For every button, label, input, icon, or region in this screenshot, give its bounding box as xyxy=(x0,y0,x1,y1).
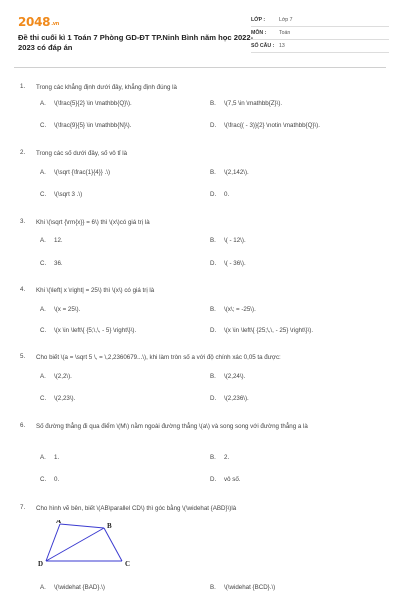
option-label: D. xyxy=(210,327,217,334)
option-text: \(\widehat {BCD}.\) xyxy=(224,584,276,591)
segment-bc xyxy=(104,528,122,561)
site-logo[interactable] xyxy=(18,15,59,29)
option-label: A. xyxy=(40,306,46,313)
question-text: Cho hình vẽ bên, biết \(AB\parallel CD\) thì góc bằng \(\widehat {ABD}\)là xyxy=(36,505,237,512)
option-text: \( - 36\). xyxy=(224,260,246,267)
option-text: \(x \in \left\{ {25;\,\, - 25} \right\}\). xyxy=(224,327,314,334)
option-label: D. xyxy=(210,191,217,198)
question-number: 7. xyxy=(20,504,26,511)
exam-info-table xyxy=(251,14,389,53)
point-label-d: D xyxy=(38,560,44,568)
segment-ab xyxy=(60,524,104,528)
info-key: LỚP : xyxy=(251,17,266,23)
option-b[interactable] xyxy=(210,306,256,313)
option-label: C. xyxy=(40,476,47,483)
option-text: \(2,2\). xyxy=(54,373,72,380)
option-c[interactable] xyxy=(40,260,63,267)
option-label: A. xyxy=(40,373,46,380)
option-label: B. xyxy=(210,306,216,313)
option-b[interactable] xyxy=(210,584,275,591)
option-label: B. xyxy=(210,584,216,591)
option-text: \(2,23\). xyxy=(54,395,76,402)
option-label: A. xyxy=(40,237,46,244)
option-b[interactable] xyxy=(210,373,245,380)
info-key: MÔN : xyxy=(251,30,267,36)
question-number: 5. xyxy=(20,353,26,360)
question-number: 3. xyxy=(20,218,26,225)
option-text: \(2,142\). xyxy=(224,169,249,176)
option-b[interactable] xyxy=(210,100,282,107)
option-text: \(2,236\). xyxy=(224,395,249,402)
option-c[interactable] xyxy=(40,122,131,129)
question-number: 1. xyxy=(20,83,26,90)
option-text: 1. xyxy=(54,454,60,461)
point-label-b: B xyxy=(107,522,112,530)
question-text: Trong các số dưới đây, số vô tỉ là xyxy=(36,150,128,157)
option-label: A. xyxy=(40,169,46,176)
option-label: B. xyxy=(210,373,216,380)
option-label: C. xyxy=(40,122,47,129)
option-label: C. xyxy=(40,260,47,267)
option-text: \(\sqrt {\frac{1}{4}} .\) xyxy=(54,169,111,176)
option-d[interactable] xyxy=(210,191,229,198)
header-divider xyxy=(14,67,386,68)
option-a[interactable] xyxy=(40,454,59,461)
page-title: Đề thi cuối kì 1 Toán 7 Phòng GD-ĐT TP.Ninh Bình năm học 2022-2023 có đáp án xyxy=(18,33,254,52)
option-b[interactable] xyxy=(210,454,229,461)
info-value: Toán xyxy=(279,30,291,36)
option-label: C. xyxy=(40,191,47,198)
segment-bd xyxy=(46,528,104,561)
option-a[interactable] xyxy=(40,237,63,244)
question-text: Cho biết \(a = \sqrt 5 \, = \,2,2360679...\), khi làm tròn số a với độ chính xác 0,05 ta được: xyxy=(36,354,281,361)
option-label: C. xyxy=(40,327,47,334)
option-c[interactable] xyxy=(40,476,59,483)
option-b[interactable] xyxy=(210,237,246,244)
option-text: \(x\; = -25\). xyxy=(224,306,256,313)
option-text: 36. xyxy=(54,260,63,267)
page-header xyxy=(18,12,388,62)
option-text: \(\frac{5}{2} \in \mathbb{Q}\). xyxy=(54,100,132,107)
info-key: SỐ CÂU : xyxy=(251,43,275,49)
option-label: A. xyxy=(40,454,46,461)
option-c[interactable] xyxy=(40,191,82,198)
info-row-class xyxy=(251,14,389,27)
option-c[interactable] xyxy=(40,327,136,334)
option-d[interactable] xyxy=(210,260,246,267)
option-d[interactable] xyxy=(210,476,241,483)
question-number: 2. xyxy=(20,149,26,156)
option-c[interactable] xyxy=(40,395,75,402)
logo-sub: .vn xyxy=(51,21,60,27)
trapezoid-figure xyxy=(36,520,136,570)
option-b[interactable] xyxy=(210,169,249,176)
option-label: B. xyxy=(210,100,216,107)
question-number: 6. xyxy=(20,422,26,429)
option-label: C. xyxy=(40,395,47,402)
option-a[interactable] xyxy=(40,100,132,107)
info-row-subject xyxy=(251,27,389,40)
option-label: B. xyxy=(210,454,216,461)
option-text: \(\frac{9}{5} \in \mathbb{N}\). xyxy=(54,122,132,129)
option-text: vô số. xyxy=(224,476,241,483)
point-label-c: C xyxy=(125,560,131,568)
segment-ad xyxy=(46,524,60,561)
option-a[interactable] xyxy=(40,373,72,380)
question-number: 4. xyxy=(20,286,26,293)
option-text: 2. xyxy=(224,454,230,461)
info-row-count xyxy=(251,40,389,53)
question-text: Trong các khẳng định dưới đây, khẳng định đúng là xyxy=(36,84,177,91)
option-text: \(x \in \left\{ {5;\,\, - 5} \right\}\). xyxy=(54,327,137,334)
option-text: \(\sqrt 3 .\) xyxy=(54,191,83,198)
option-label: D. xyxy=(210,122,217,129)
option-text: \(x = 25\). xyxy=(54,306,81,313)
question-text: Số đường thẳng đi qua điểm \(M\) nằm ngoài đường thẳng \(a\) và song song với đường thẳng a là xyxy=(36,423,308,430)
option-label: B. xyxy=(210,169,216,176)
question-text: Khi \(\left| x \right| = 25\) thì \(x\) có giá trị là xyxy=(36,287,155,294)
option-label: D. xyxy=(210,395,217,402)
info-value: 13 xyxy=(279,43,285,49)
option-label: A. xyxy=(40,584,46,591)
option-a[interactable] xyxy=(40,169,110,176)
question-text: Khi \(\sqrt {\rm{x}} = 6\) thì \(x\)có giá trị là xyxy=(36,219,150,226)
option-a[interactable] xyxy=(40,584,105,591)
option-text: 0. xyxy=(224,191,230,198)
option-text: 12. xyxy=(54,237,63,244)
option-d[interactable] xyxy=(210,395,249,402)
option-text: \(\frac{( - 3)}{2} \notin \mathbb{Q}\). xyxy=(224,122,320,129)
option-label: D. xyxy=(210,260,217,267)
option-label: A. xyxy=(40,100,46,107)
option-a[interactable] xyxy=(40,306,80,313)
option-text: 0. xyxy=(54,476,60,483)
option-text: \( - 12\). xyxy=(224,237,246,244)
option-d[interactable] xyxy=(210,122,320,129)
point-label-a: A xyxy=(56,520,62,525)
option-text: \(\widehat {BAD}.\) xyxy=(54,584,105,591)
logo-main: 2048 xyxy=(18,15,51,29)
option-text: \(7,5 \in \mathbb{Z}\). xyxy=(224,100,283,107)
option-label: D. xyxy=(210,476,217,483)
option-label: B. xyxy=(210,237,216,244)
option-d[interactable] xyxy=(210,327,313,334)
info-value: Lớp 7 xyxy=(279,17,293,23)
option-text: \(2,24\). xyxy=(224,373,246,380)
